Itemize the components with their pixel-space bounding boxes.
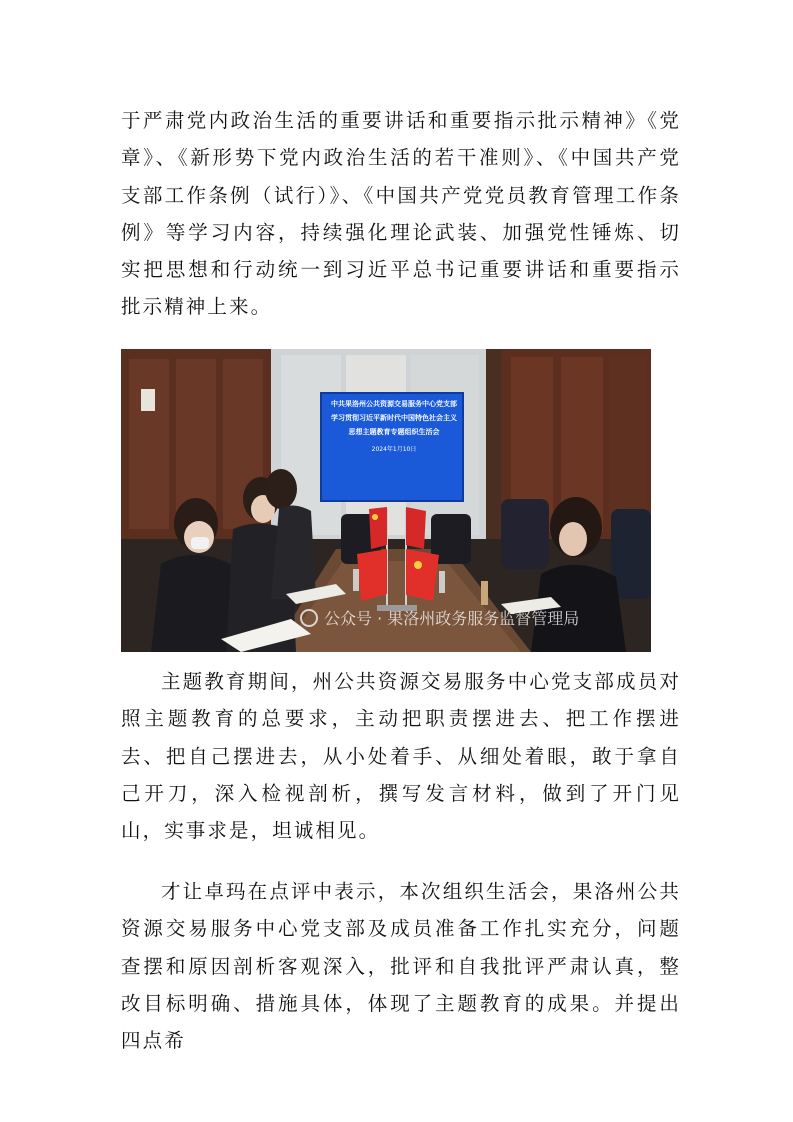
paragraph-continued: 于严肃党内政治生活的重要讲话和重要指示批示精神》《党章》、《新形势下党内政治生活的若干准则》、《中国共产党支部工作条例（试行）》、《中国共产党党员教育管理工作条例》等学习内容，持续强化理论武装、加强党性锤炼、切实把思想和行动统一到习近平总书记重要讲话和重要指示批示精神上来。	[121, 109, 681, 319]
paragraph-review-comments: 才让卓玛在点评中表示，本次组织生活会，果洛州公共资源交易服务中心党支部及成员准备工作扎实充分，问题查摆和原因剖析客观深入，批评和自我批评严肃认真，整改目标明确、措施具体，体现了主题教育的成果。并提出四点希	[121, 880, 681, 1053]
projection-screen-text	[325, 397, 463, 457]
wechat-icon	[300, 609, 318, 627]
screen-line: 思想主题教育专题组织生活会	[348, 428, 440, 436]
paragraph-theme-education: 主题教育期间，州公共资源交易服务中心党支部成员对照主题教育的总要求，主动把职责摆进去、把工作摆进去、把自己摆进去，从小处着手、从细处着眼，敢于拿自己开刀，深入检视剖析，撰写发言材料，做到了开门见山，实事求是，坦诚相见。	[121, 670, 681, 843]
watermark-text: 公众号 · 果洛州政务服务监督管理局	[324, 609, 580, 628]
photo-watermark	[300, 606, 579, 629]
screen-line: 中共果洛州公共资源交易服务中心党支部	[331, 400, 457, 408]
screen-date: 2024年1月10日	[371, 446, 417, 453]
screen-line: 学习贯彻习近平新时代中国特色社会主义	[331, 414, 457, 422]
